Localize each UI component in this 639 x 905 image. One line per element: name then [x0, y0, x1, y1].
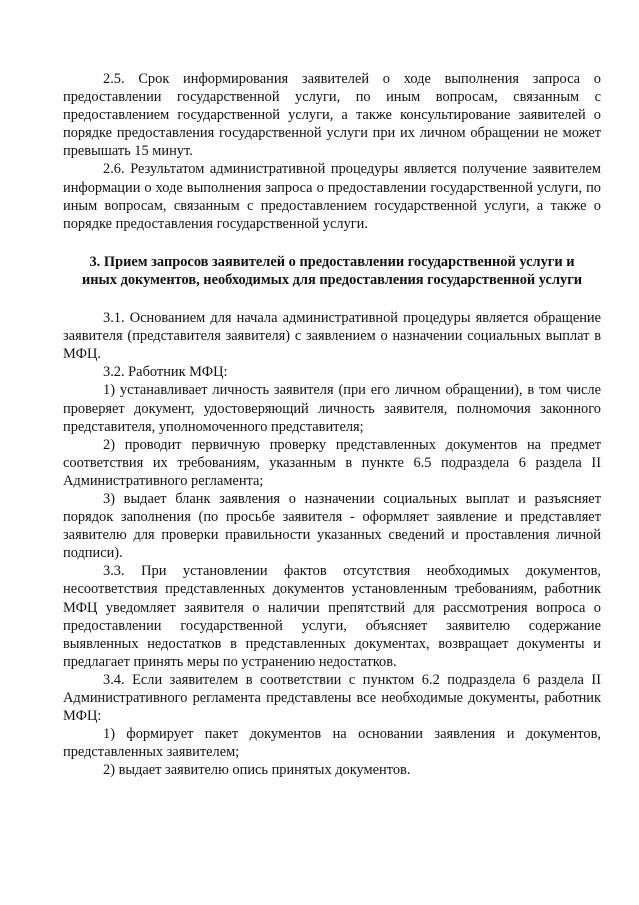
paragraph-3-4: 3.4. Если заявителем в соответствии с пунктом 6.2 подраздела 6 раздела II Административного регламента представлены все необходимые документы, работник МФЦ: — [63, 671, 601, 725]
list-item-3-4-1: 1) формирует пакет документов на основании заявления и документов, представленных заявителем; — [63, 726, 601, 761]
list-item-3-2-1: 1) устанавливает личность заявителя (при его личном обращении), в том числе проверяет документ, удостоверяющий личность заявителя, полномочия законного представителя, уполномоченного представителя; — [63, 382, 601, 435]
paragraph-2-6: 2.6. Результатом административной процедуры является получение заявителем информации о ходе выполнения запроса о предоставлении государственной услуги, по иным вопросам, связанным с предоставлением государственной услуги, а также о порядке предоставления государственной услуги. — [63, 161, 601, 232]
list-item-3-2-3: 3) выдает бланк заявления о назначении социальных выплат и разъясняет порядок заполнения (по просьбе заявителя - оформляет заявление и представляет заявителю для проверки правильности указанных сведений и проставления личной подписи). — [63, 490, 601, 562]
list-item-3-2-2: 2) проводит первичную проверку представленных документов на предмет соответствия их требованиям, указанным в пункте 6.5 подраздела 6 раздела II Административного регламента; — [63, 436, 601, 489]
list-item-3-4-2: 2) выдает заявителю опись принятых документов. — [103, 762, 411, 779]
paragraph-3-2: 3.2. Работник МФЦ: — [103, 364, 228, 381]
spacer — [63, 289, 601, 309]
paragraph-2-5: 2.5. Срок информирования заявителей о ходе выполнения запроса о предоставлении государственной услуги, по иным вопросам, связанным с предоставлением государственной услуги, а также консультирование заявителей о порядке предоставления государственной услуги при их личном обращении не может превышать 15 минут. — [63, 71, 601, 160]
spacer — [63, 233, 601, 253]
paragraph-3-1: 3.1. Основанием для начала административной процедуры является обращение заявителя (представителя заявителя) с заявлением о назначении социальных выплат в МФЦ. — [63, 310, 601, 363]
paragraph-3-3: 3.3. При установлении фактов отсутствия необходимых документов, несоответствия представленных документов установленным требованиям, работник МФЦ уведомляет заявителя о наличии препятствий для рассмотрения вопроса о предоставлении государственной услуги, объясняет заявителю содержание выявленных недостатков в представленных документах, возвращает документы и предлагает принять меры по устранению недостатков. — [63, 563, 601, 670]
document-page — [63, 70, 601, 779]
section-heading: 3. Прием запросов заявителей о предоставлении государственной услуги и иных документов, необходимых для предоставления государственной услуги — [81, 253, 583, 288]
